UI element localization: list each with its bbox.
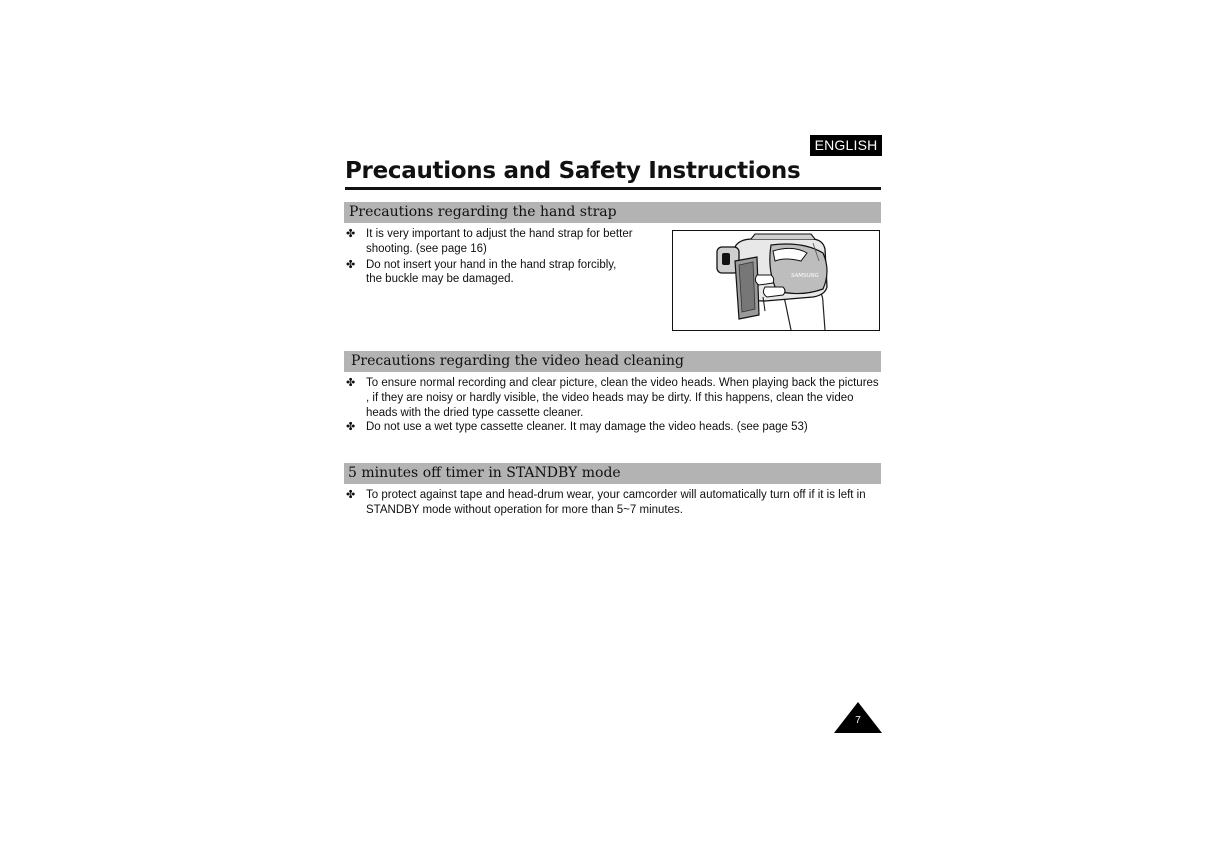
- bullet-icon: ✤: [346, 377, 356, 389]
- list-item: [345, 488, 885, 518]
- page-number-marker: [834, 702, 882, 733]
- list-item-text: Do not insert your hand in the hand strap forcibly, the buckle may be damaged.: [366, 258, 617, 286]
- bullet-icon: ✤: [346, 489, 356, 501]
- title-divider: [345, 187, 881, 190]
- video-head-cleaning-list: [345, 376, 885, 435]
- camcorder-icon: [673, 231, 879, 330]
- camcorder-hand-strap-illustration: [672, 230, 880, 331]
- list-item-text: It is very important to adjust the hand strap for better shooting. (see page 16): [366, 228, 633, 255]
- language-badge: ENGLISH: [810, 135, 882, 156]
- list-item: [345, 227, 635, 257]
- bullet-icon: ✤: [346, 258, 356, 271]
- section-heading-hand-strap: Precautions regarding the hand strap: [344, 202, 881, 223]
- bullet-icon: ✤: [346, 421, 356, 434]
- section-heading-standby-timer: 5 minutes off timer in STANDBY mode: [344, 463, 881, 484]
- page-number: 7: [855, 715, 861, 726]
- list-item-text: To protect against tape and head-drum wear, your camcorder will automatically turn off if it is left in STANDBY mode without operation for more than 5~7 minutes.: [366, 489, 866, 516]
- brand-logo-text: SAMSUNG: [791, 273, 819, 279]
- page-title: Precautions and Safety Instructions: [345, 158, 801, 184]
- list-item: [345, 258, 635, 288]
- standby-timer-list: [345, 488, 885, 518]
- bullet-icon: ✤: [346, 228, 356, 240]
- list-item-text: To ensure normal recording and clear picture, clean the video heads. When playing back the pictures , if they are noisy or hardly visible, the video heads may be dirty. If this happens, clean the video heads with the dried type cassette cleaner.: [366, 377, 879, 419]
- hand-strap-list: [345, 227, 635, 288]
- list-item-text: Do not use a wet type cassette cleaner. It may damage the video heads. (see page 53): [366, 421, 808, 434]
- list-item: [345, 376, 885, 420]
- list-item: [345, 420, 885, 435]
- section-heading-video-head-cleaning: Precautions regarding the video head cleaning: [344, 351, 881, 372]
